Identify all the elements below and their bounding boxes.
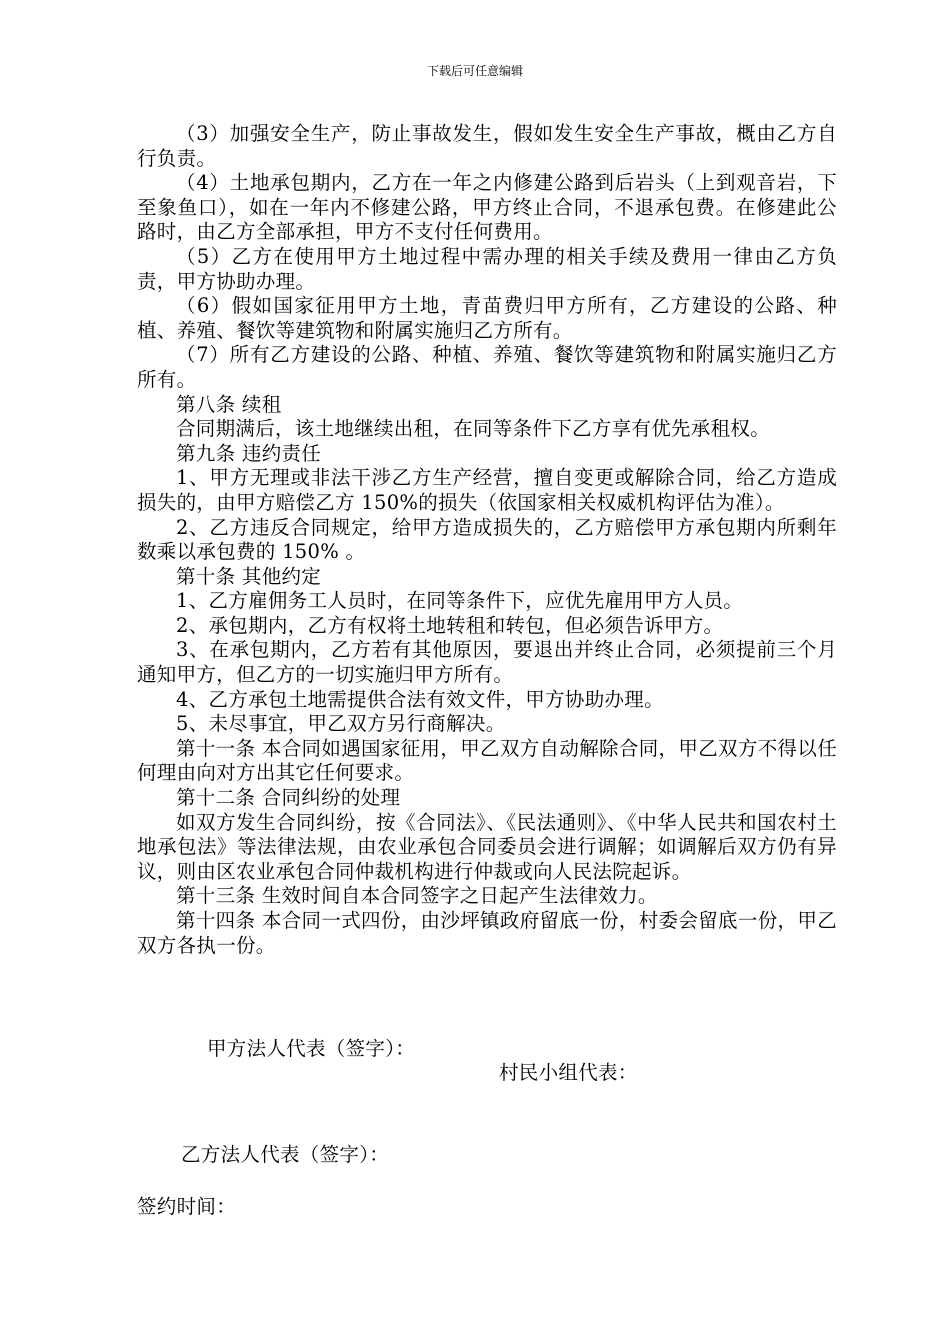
article-heading: 第八条 续租 xyxy=(176,392,282,416)
clause-paragraph: 2、乙方违反合同规定，给甲方造成损失的，乙方赔偿甲方承包期内所剩年数乘以承包费的 150% 。 xyxy=(137,515,837,564)
village-group-signature-label: 村民小组代表： xyxy=(499,1061,638,1085)
clause-paragraph: （6）假如国家征用甲方土地，青苗费归甲方所有，乙方建设的公路、种植、养殖、餐饮等建筑物和附属实施归乙方所有。 xyxy=(137,294,837,342)
contract-body xyxy=(137,122,837,1220)
sign-date-label: 签约时间： xyxy=(137,1195,237,1219)
clause-paragraph: 第十四条 本合同一式四份，由沙坪镇政府留底一份，村委会留底一份，甲乙双方各执一份。 xyxy=(137,909,837,957)
clause-paragraph: （5）乙方在使用甲方土地过程中需办理的相关手续及费用一律由乙方负责，甲方协助办理。 xyxy=(137,244,837,293)
page-header-note: 下载后可任意编辑 xyxy=(426,64,523,78)
article-heading: 第九条 违约责任 xyxy=(176,441,322,465)
clause-paragraph: （3）加强安全生产，防止事故发生，假如发生安全生产事故，概由乙方自行负责。 xyxy=(137,122,837,170)
signature-gap xyxy=(137,1167,837,1195)
party-a-signature-label: 甲方法人代表（签字）： xyxy=(207,1036,416,1060)
clause-paragraph: （4）土地承包期内，乙方在一年之内修建公路到后岩头（上到观音岩，下至象鱼口），如在一年内不修建公路，甲方终止合同，不退承包费。在修建此公路时，由乙方全部承担，甲方不支付任何费用。 xyxy=(137,171,837,244)
clause-paragraph: 1、乙方雇佣务工人员时，在同等条件下，应优先雇用甲方人员。 xyxy=(176,589,744,613)
article-heading: 第十条 其他约定 xyxy=(176,564,322,588)
signature-row-a xyxy=(137,1012,837,1110)
party-b-signature-label: 乙方法人代表（签字）： xyxy=(181,1142,390,1166)
clause-paragraph: （7）所有乙方建设的公路、种植、养殖、餐饮等建筑物和附属实施归乙方所有。 xyxy=(137,343,837,391)
signature-gap xyxy=(137,1111,837,1143)
clause-paragraph: 第十三条 生效时间自本合同签字之日起产生法律效力。 xyxy=(176,884,658,908)
article-heading: 第十二条 合同纠纷的处理 xyxy=(176,786,401,810)
clause-paragraph: 第十一条 本合同如遇国家征用，甲乙双方自动解除合同，甲乙双方不得以任何理由向对方出其它任何要求。 xyxy=(137,736,837,785)
clause-paragraph: 3、在承包期内，乙方若有其他原因，要退出并终止合同，必须提前三个月通知甲方，但乙方的一切实施归甲方所有。 xyxy=(137,638,837,687)
clause-paragraph: 合同期满后，该土地继续出租，在同等条件下乙方享有优先承租权。 xyxy=(176,417,771,441)
clause-paragraph: 2、承包期内，乙方有权将土地转租和转包，但必须告诉甲方。 xyxy=(176,613,724,637)
clause-paragraph: 4、乙方承包土地需提供合法有效文件，甲方协助办理。 xyxy=(176,687,664,711)
clause-paragraph: 5、未尽事宜，甲乙双方另行商解决。 xyxy=(176,712,506,736)
signature-spacer xyxy=(137,958,837,1012)
clause-paragraph: 1、甲方无理或非法干涉乙方生产经营，擅自变更或解除合同，给乙方造成损失的，由甲方赔偿乙方 150%的损失（依国家相关权威机构评估为准）。 xyxy=(137,466,837,514)
clause-paragraph: 如双方发生合同纠纷，按《合同法》、《民法通则》、《中华人民共和国农村土地承包法》等法律法规，由农业承包合同委员会进行调解；如调解后双方仍有异议，则由区农业承包合同仲裁机构进行仲裁或向人民法院起诉。 xyxy=(137,810,837,883)
